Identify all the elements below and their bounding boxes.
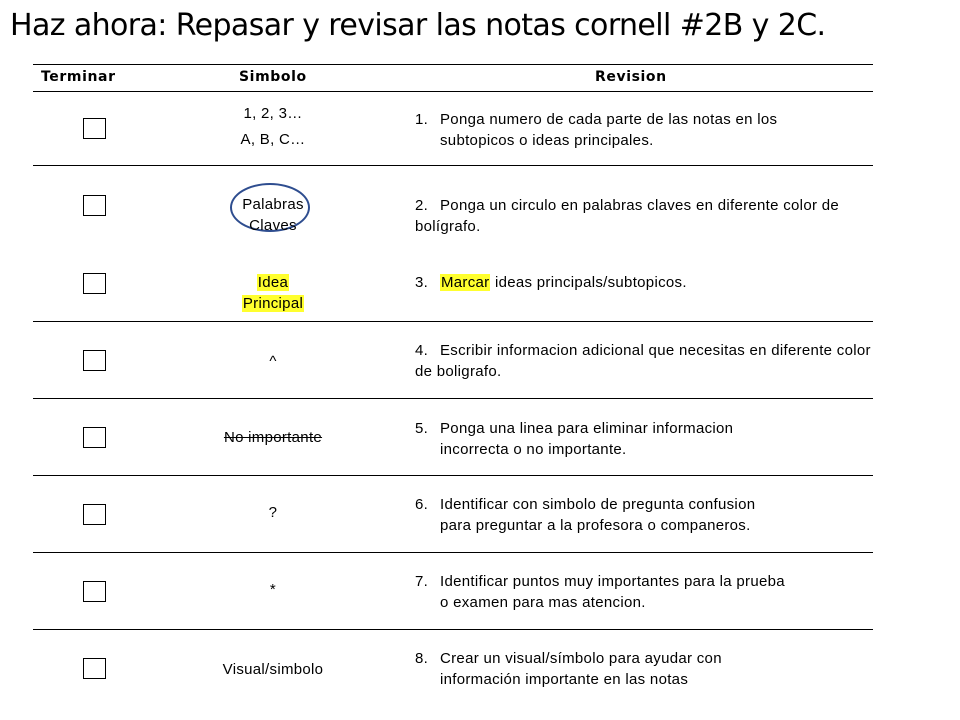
revision-line: Crear un visual/símbolo para ayudar con <box>440 650 722 667</box>
symbol-cell <box>193 502 353 523</box>
done-checkbox-2[interactable] <box>83 195 106 216</box>
revision-line: incorrecta o no importante. <box>440 441 627 458</box>
highlighted-symbol: Idea <box>257 274 289 291</box>
done-checkbox-6[interactable] <box>83 504 106 525</box>
step-number: 5. <box>415 420 429 437</box>
table-row <box>33 553 873 630</box>
revision-text <box>415 109 875 151</box>
step-number: 7. <box>415 573 429 590</box>
symbol-text: Claves <box>249 217 297 234</box>
step-number: 1. <box>415 111 429 128</box>
revision-line: bolígrafo. <box>415 218 481 235</box>
symbol-cell <box>193 351 353 372</box>
table-row <box>33 476 873 553</box>
revision-line: Escribir informacion adicional que necesitas en diferente color <box>440 342 871 359</box>
revision-line: información importante en las notas <box>440 671 689 688</box>
done-checkbox-1[interactable] <box>83 118 106 139</box>
revision-line: Identificar con simbolo de pregunta confusion <box>440 496 756 513</box>
revision-text <box>415 195 875 237</box>
revision-line: Ponga un circulo en palabras claves en diferente color de <box>440 197 840 214</box>
symbol-cell <box>193 101 353 153</box>
table-row <box>33 399 873 476</box>
table-row <box>33 322 873 399</box>
revision-line: Ponga numero de cada parte de las notas en los <box>440 111 778 128</box>
revision-text <box>415 648 875 690</box>
done-checkbox-7[interactable] <box>83 581 106 602</box>
strikethrough-symbol: No importante <box>223 429 323 446</box>
symbol-cell <box>193 427 353 448</box>
symbol-text: ^ <box>269 353 277 370</box>
symbol-cell <box>193 272 353 314</box>
header-revision: Revision <box>595 69 667 85</box>
revision-text <box>415 340 875 382</box>
step-number: 3. <box>415 274 429 291</box>
header-terminar: Terminar <box>41 69 116 85</box>
symbol-letters: A, B, C… <box>240 131 306 148</box>
revision-checklist-table <box>33 64 873 706</box>
done-checkbox-4[interactable] <box>83 350 106 371</box>
symbol-text: ? <box>268 504 278 521</box>
table-row <box>33 630 873 706</box>
revision-text <box>415 571 875 613</box>
table-row <box>33 166 873 242</box>
revision-line: o examen para mas atencion. <box>440 594 646 611</box>
step-number: 2. <box>415 197 429 214</box>
done-checkbox-3[interactable] <box>83 273 106 294</box>
symbol-text: Palabras <box>242 196 304 213</box>
done-checkbox-5[interactable] <box>83 427 106 448</box>
done-checkbox-8[interactable] <box>83 658 106 679</box>
step-number: 8. <box>415 650 429 667</box>
step-number: 6. <box>415 496 429 513</box>
revision-line: para preguntar a la profesora o companeros. <box>440 517 751 534</box>
symbol-cell <box>193 659 353 680</box>
symbol-text: Visual/simbolo <box>222 661 324 678</box>
highlighted-word: Marcar <box>441 274 490 291</box>
header-simbolo: Simbolo <box>239 69 307 85</box>
table-row <box>33 92 873 166</box>
highlighted-symbol: Principal <box>242 295 304 312</box>
revision-line: de boligrafo. <box>415 363 502 380</box>
symbol-text: * <box>269 581 277 598</box>
step-number: 4. <box>415 342 429 359</box>
revision-text <box>415 494 875 536</box>
symbol-cell <box>193 194 353 236</box>
revision-line: Ponga una linea para eliminar informacion <box>440 420 734 437</box>
revision-text <box>415 418 875 460</box>
revision-line: ideas principals/subtopicos. <box>490 274 687 291</box>
symbol-cell <box>193 579 353 600</box>
table-row <box>33 242 873 322</box>
table-header <box>33 64 873 92</box>
revision-line: Identificar puntos muy importantes para la prueba <box>440 573 785 590</box>
revision-text <box>415 272 875 293</box>
page-title: Haz ahora: Repasar y revisar las notas cornell #2B y 2C. <box>10 8 826 43</box>
revision-line: subtopicos o ideas principales. <box>440 132 654 149</box>
symbol-numbers: 1, 2, 3… <box>243 105 303 122</box>
